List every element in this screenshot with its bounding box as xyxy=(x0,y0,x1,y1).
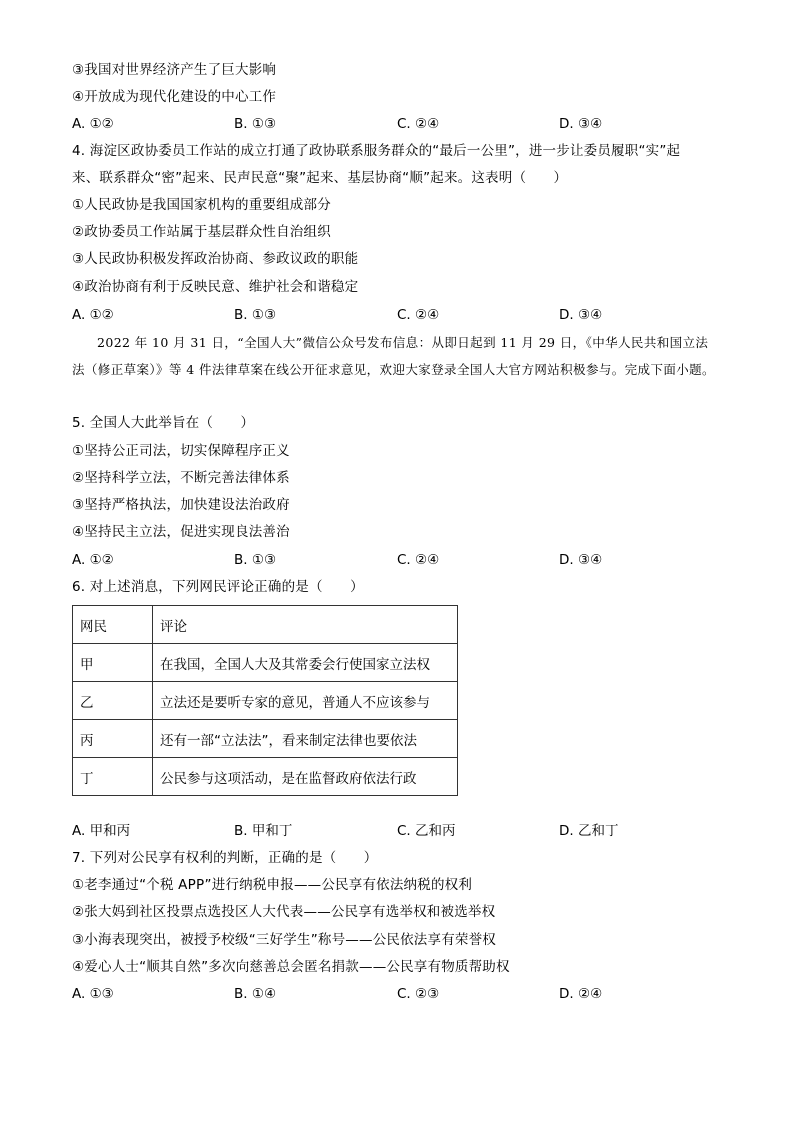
q3-options xyxy=(72,114,732,134)
q4-statement-1: ①人民政协是我国国家机构的重要组成部分 xyxy=(72,197,331,213)
q5-statement-2: ②坚持科学立法，不断完善法律体系 xyxy=(72,470,290,486)
q3-option-d: D. ③④ xyxy=(559,116,603,132)
q5-options xyxy=(72,550,732,570)
q5-statement-1: ①坚持公正司法，切实保障程序正义 xyxy=(72,443,290,459)
table-header-cell: 网民 xyxy=(73,606,153,644)
q7-option-b: B. ①④ xyxy=(234,986,277,1002)
table-header-row xyxy=(73,606,458,644)
q5-option-b: B. ①③ xyxy=(234,552,277,568)
table-header-cell: 评论 xyxy=(153,606,458,644)
table-cell: 立法还是要听专家的意见，普通人不应该参与 xyxy=(153,682,458,720)
table-cell: 乙 xyxy=(73,682,153,720)
q7-options xyxy=(72,984,732,1004)
q6-option-d: D. 乙和丁 xyxy=(559,823,619,839)
q3-option-c: C. ②④ xyxy=(397,116,440,132)
table-cell: 还有一部“立法法”，看来制定法律也要依法 xyxy=(153,720,458,758)
q4-statement-2: ②政协委员工作站属于基层群众性自治组织 xyxy=(72,224,331,240)
q7-statement-3: ③小海表现突出，被授予校级“三好学生”称号——公民依法享有荣誉权 xyxy=(72,932,496,948)
q3-option-a: A. ①② xyxy=(72,116,114,132)
q5-option-d: D. ③④ xyxy=(559,552,603,568)
table-cell: 在我国，全国人大及其常委会行使国家立法权 xyxy=(153,644,458,682)
table-row xyxy=(73,758,458,796)
q7-statement-2: ②张大妈到社区投票点选投区人大代表——公民享有选举权和被选举权 xyxy=(72,904,496,920)
q5-stem: 5. 全国人大此举旨在（ ） xyxy=(72,415,255,431)
q4-statement-4: ④政治协商有利于反映民意、维护社会和谐稳定 xyxy=(72,279,359,295)
table-cell: 丁 xyxy=(73,758,153,796)
q4-options xyxy=(72,305,732,325)
q7-option-d: D. ②④ xyxy=(559,986,603,1002)
q6-stem: 6. 对上述消息，下列网民评论正确的是（ ） xyxy=(72,579,364,595)
q4-option-d: D. ③④ xyxy=(559,307,603,323)
q4-stem-line1: 4. 海淀区政协委员工作站的成立打通了政协联系服务群众的“最后一公里”，进一步让委员履职“实”起 xyxy=(72,143,681,159)
q7-stem: 7. 下列对公民享有权利的判断，正确的是（ ） xyxy=(72,850,378,866)
q3-statement-3: ③我国对世界经济产生了巨大影响 xyxy=(72,62,277,78)
q4-stem-line2: 来、联系群众“密”起来、民声民意“聚”起来、基层协商“顺”起来。这表明（ ） xyxy=(72,170,568,186)
q7-option-c: C. ②③ xyxy=(397,986,440,1002)
q4-option-a: A. ①② xyxy=(72,307,114,323)
q5-statement-3: ③坚持严格执法，加快建设法治政府 xyxy=(72,497,290,513)
table-row xyxy=(73,682,458,720)
q6-option-a: A. 甲和丙 xyxy=(72,823,131,839)
table-row xyxy=(73,720,458,758)
table-row xyxy=(73,644,458,682)
q7-option-a: A. ①③ xyxy=(72,986,114,1002)
q3-option-b: B. ①③ xyxy=(234,116,277,132)
q3-statement-4: ④开放成为现代化建设的中心工作 xyxy=(72,89,277,105)
q4-statement-3: ③人民政协积极发挥政治协商、参政议政的职能 xyxy=(72,251,359,267)
table-cell: 丙 xyxy=(73,720,153,758)
q6-options xyxy=(72,821,732,841)
netizen-comment-table xyxy=(72,605,458,796)
q4-option-c: C. ②④ xyxy=(397,307,440,323)
q5-option-c: C. ②④ xyxy=(397,552,440,568)
q7-statement-1: ①老李通过“个税 APP”进行纳税申报——公民享有依法纳税的权利 xyxy=(72,877,473,893)
q5-option-a: A. ①② xyxy=(72,552,114,568)
table-cell: 公民参与这项活动，是在监督政府依法行政 xyxy=(153,758,458,796)
q5-statement-4: ④坚持民主立法，促进实现良法善治 xyxy=(72,524,290,540)
q4-option-b: B. ①③ xyxy=(234,307,277,323)
material-paragraph: 2022 年 10 月 31 日，“全国人大”微信公众号发布信息：从即日起到 11 月 29 日，《中华人民共和国立法法（修正草案）》等 4 件法律草案在线公开征求意见，欢迎大家登录全国人大官方网站积极参与。完成下面小题。 xyxy=(72,335,715,377)
table-cell: 甲 xyxy=(73,644,153,682)
q6-option-c: C. 乙和丙 xyxy=(397,823,456,839)
q6-option-b: B. 甲和丁 xyxy=(234,823,293,839)
q7-statement-4: ④爱心人士“顺其自然”多次向慈善总会匿名捐款——公民享有物质帮助权 xyxy=(72,959,510,975)
